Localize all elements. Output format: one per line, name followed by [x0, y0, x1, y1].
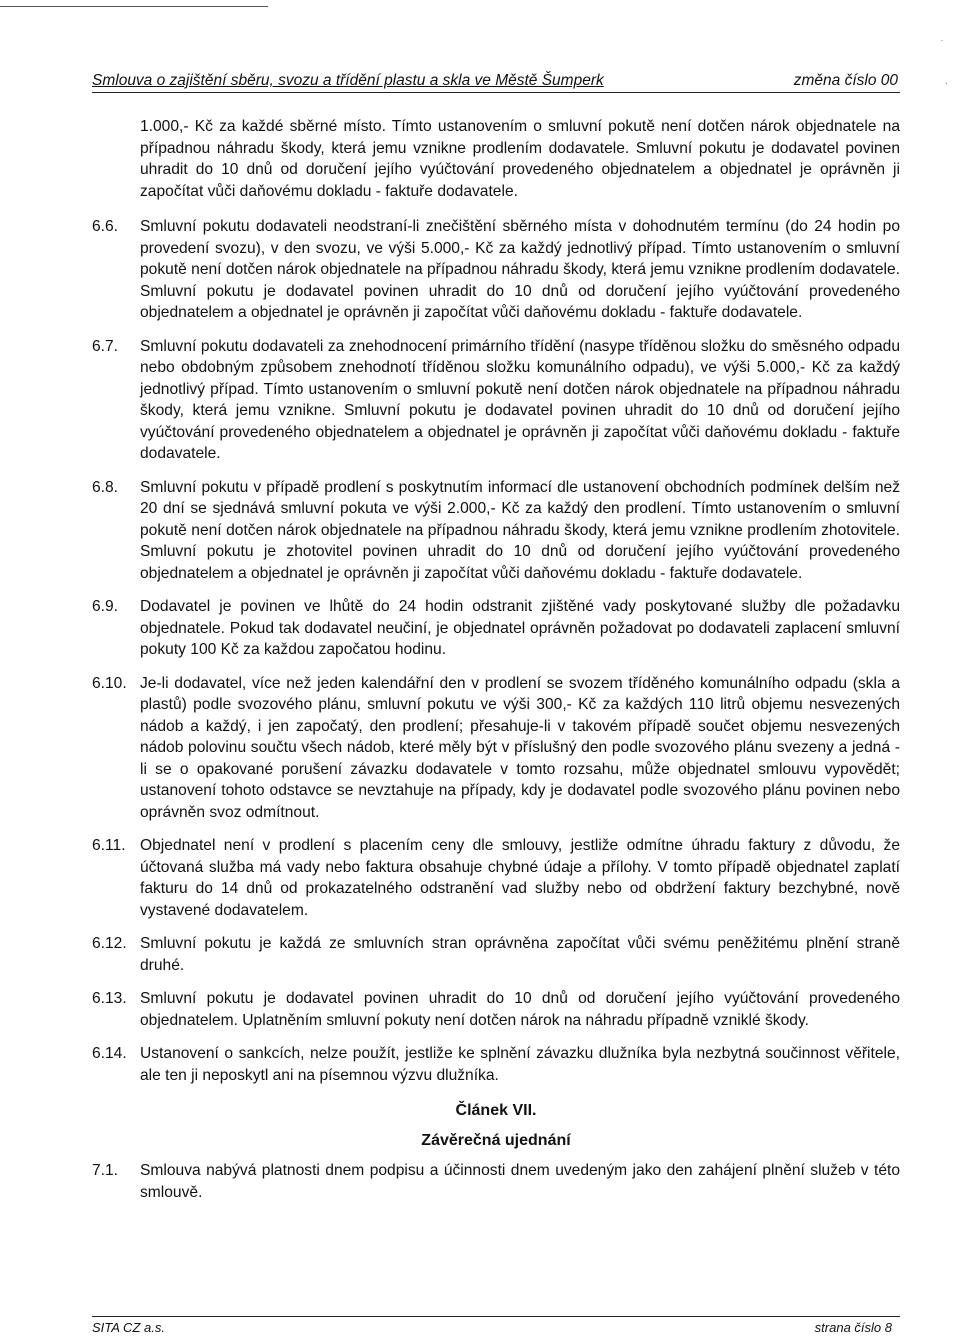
clause-number: 6.9. — [92, 598, 119, 615]
document-title: Smlouva o zajištění sběru, svozu a třídění plastu a skla ve Městě Šumperk — [92, 72, 604, 89]
article-title: Závěrečná ujednání — [421, 1132, 571, 1149]
company-name: SITA CZ a.s. — [92, 1320, 165, 1335]
clause-6-11 — [92, 835, 900, 921]
clause-text: Smluvní pokutu dodavateli neodstraní-li znečištění sběrného místa v dohodnutém termínu (do 24 hodin po provedení svozu), v den svozu, ve výši 5.000,- Kč za každý jednotlivý případ. Tímto ustanovením o smluvní pokutě není dotčen nárok objednatele na případnou náhradu škody, která jemu vznikne prodlením dodavatele. Smluvní pokutu je dodavatel povinen uhradit do 10 dnů od doručení jejího vyúčtování provedeného objednatelem a objednatel je oprávněn ji započítat vůči daňovému dokladu - faktuře dodavatele. — [140, 218, 900, 321]
clause-number: 6.12. — [92, 935, 127, 952]
scan-artifact-mark: ˎ — [945, 74, 948, 84]
clause-number: 6.7. — [92, 337, 119, 355]
scan-edge-line — [0, 6, 268, 7]
clause-text: Smluvní pokutu v případě prodlení s poskytnutím informací dle ustanovení obchodních podmínek delším než 20 dní se sjednává smluvní pokuta ve výši 2.000,- Kč za každý den prodlení. Tímto ustanovením o smluvní pokutě není dotčen nárok objednatele na případnou náhradu škody, která jemu vznikne prodlením zhotovitele. Smluvní pokutu je zhotovitel povinen uhradit do 10 dnů od doručení jejího vyúčtování provedeného objednatelem a objednatel je oprávněn ji započítat vůči daňovému dokladu - faktuře dodavatele. — [140, 478, 900, 582]
clause-7-1 — [92, 1160, 900, 1203]
continued-clause — [92, 116, 900, 202]
clause-text: 1.000,- Kč za každé sběrné místo. Tímto ustanovením o smluvní pokutě není dotčen nárok objednatele na případnou náhradu škody, která jemu vznikne prodlením dodavatele. Smluvní pokutu je dodavatel povinen uhradit do 10 dnů od doručení jejího vyúčtování provedeného objednatelem a objednatel je oprávněn ji započítat vůči daňovému dokladu - faktuře dodavatele. — [140, 118, 900, 200]
page-header — [92, 72, 900, 93]
clause-6-14 — [92, 1043, 900, 1086]
amendment-number: změna číslo 00 — [793, 72, 898, 89]
clause-6-6 — [92, 216, 900, 324]
clause-text: Smluvní pokutu je dodavatel povinen uhradit do 10 dnů od doručení jejího vyúčtování provedeného objednatelem. Uplatněním smluvní pokuty není dotčen nárok na náhradu případně vzniklé škody. — [140, 990, 900, 1029]
clause-6-9 — [92, 596, 900, 661]
article-heading — [92, 1100, 900, 1152]
clause-number: 6.10. — [92, 674, 127, 692]
clause-6-8 — [92, 477, 900, 585]
article-number: Článek VII. — [455, 1102, 537, 1119]
clause-text: Dodavatel je povinen ve lhůtě do 24 hodin odstranit zjištěné vady poskytované služby dle požadavku objednatele. Pokud tak dodavatel neučiní, je objednatel oprávněn požadovat po dodavateli zaplacení smluvní pokuty 100 Kč za každou započatou hodinu. — [140, 598, 900, 658]
clause-text: Je-li dodavatel, více než jeden kalendářní den v prodlení se svozem tříděného komunálního odpadu (skla a plastů) podle svozového plánu, smluvní pokutu ve výši 300,- Kč za každých 110 litrů objemu nesvezených nádob a každý, i jen započatý, den prodlení; přesahuje-li v takovém případě součet objemu nesvezených nádob polovinu součtu všech nádob, které měly být v příslušný den podle svozového plánu svezeny a jedná - li se o opakované porušení závazku dodavatele v tomto rozsahu, může objednatel smlouvu vypovědět; ustanovení tohoto odstavce se nevztahuje na případy, kdy je dodavatel podle svozového plánu povinen nebo oprávněn svoz odmítnout. — [140, 674, 900, 821]
clause-number: 6.6. — [92, 218, 119, 235]
clause-text: Ustanovení o sankcích, nelze použít, jestliže ke splnění závazku dlužníka byla nezbytná součinnost věřitele, ale ten ji neposkytl ani na písemnou výzvu dlužníka. — [140, 1045, 900, 1084]
clause-number: 6.8. — [92, 478, 119, 496]
clause-6-7 — [92, 336, 900, 465]
page-number: strana číslo 8 — [814, 1320, 892, 1335]
clause-number: 7.1. — [92, 1162, 119, 1179]
scan-artifact-mark: ˙ — [941, 39, 944, 49]
clause-6-12 — [92, 933, 900, 976]
clause-text: Smluvní pokutu je každá ze smluvních stran oprávněna započítat vůči svému peněžitému plnění straně druhé. — [140, 935, 900, 974]
clause-text: Objednatel není v prodlení s placením ceny dle smlouvy, jestliže odmítne úhradu faktury z důvodu, že účtovaná služba má vady nebo faktura obsahuje chybné údaje a přílohy. V tomto případě objednatel zaplatí fakturu do 14 dnů od prokazatelného odstranění vad služby nebo od obdržení faktury bezchybné, nově vystavené dodavatelem. — [140, 837, 900, 919]
clause-6-13 — [92, 988, 900, 1031]
clause-number: 6.11. — [92, 837, 126, 854]
clause-number: 6.14. — [92, 1045, 127, 1062]
clause-text: Smluvní pokutu dodavateli za znehodnocení primárního třídění (nasype tříděnou složku do směsného odpadu nebo obdobným způsobem znehodnotí tříděnou složku komunálního odpadu), ve výši 5.000,- Kč za každý jednotlivý případ. Tímto ustanovením o smluvní pokutě není dotčen nárok objednatele na případnou náhradu škody, která jemu vznikne. Smluvní pokutu je dodavatel povinen uhradit do 10 dnů od doručení jejího vyúčtování provedeného objednatelem a objednatel je oprávněn ji započítat vůči daňovému dokladu - faktuře dodavatele. — [140, 337, 900, 462]
document-body — [92, 116, 900, 1215]
clause-text: Smlouva nabývá platnosti dnem podpisu a účinnosti dnem uvedeným jako den zahájení plnění služeb v této smlouvě. — [140, 1162, 900, 1201]
clause-6-10 — [92, 673, 900, 824]
clause-number: 6.13. — [92, 990, 127, 1007]
page-footer — [92, 1316, 900, 1335]
